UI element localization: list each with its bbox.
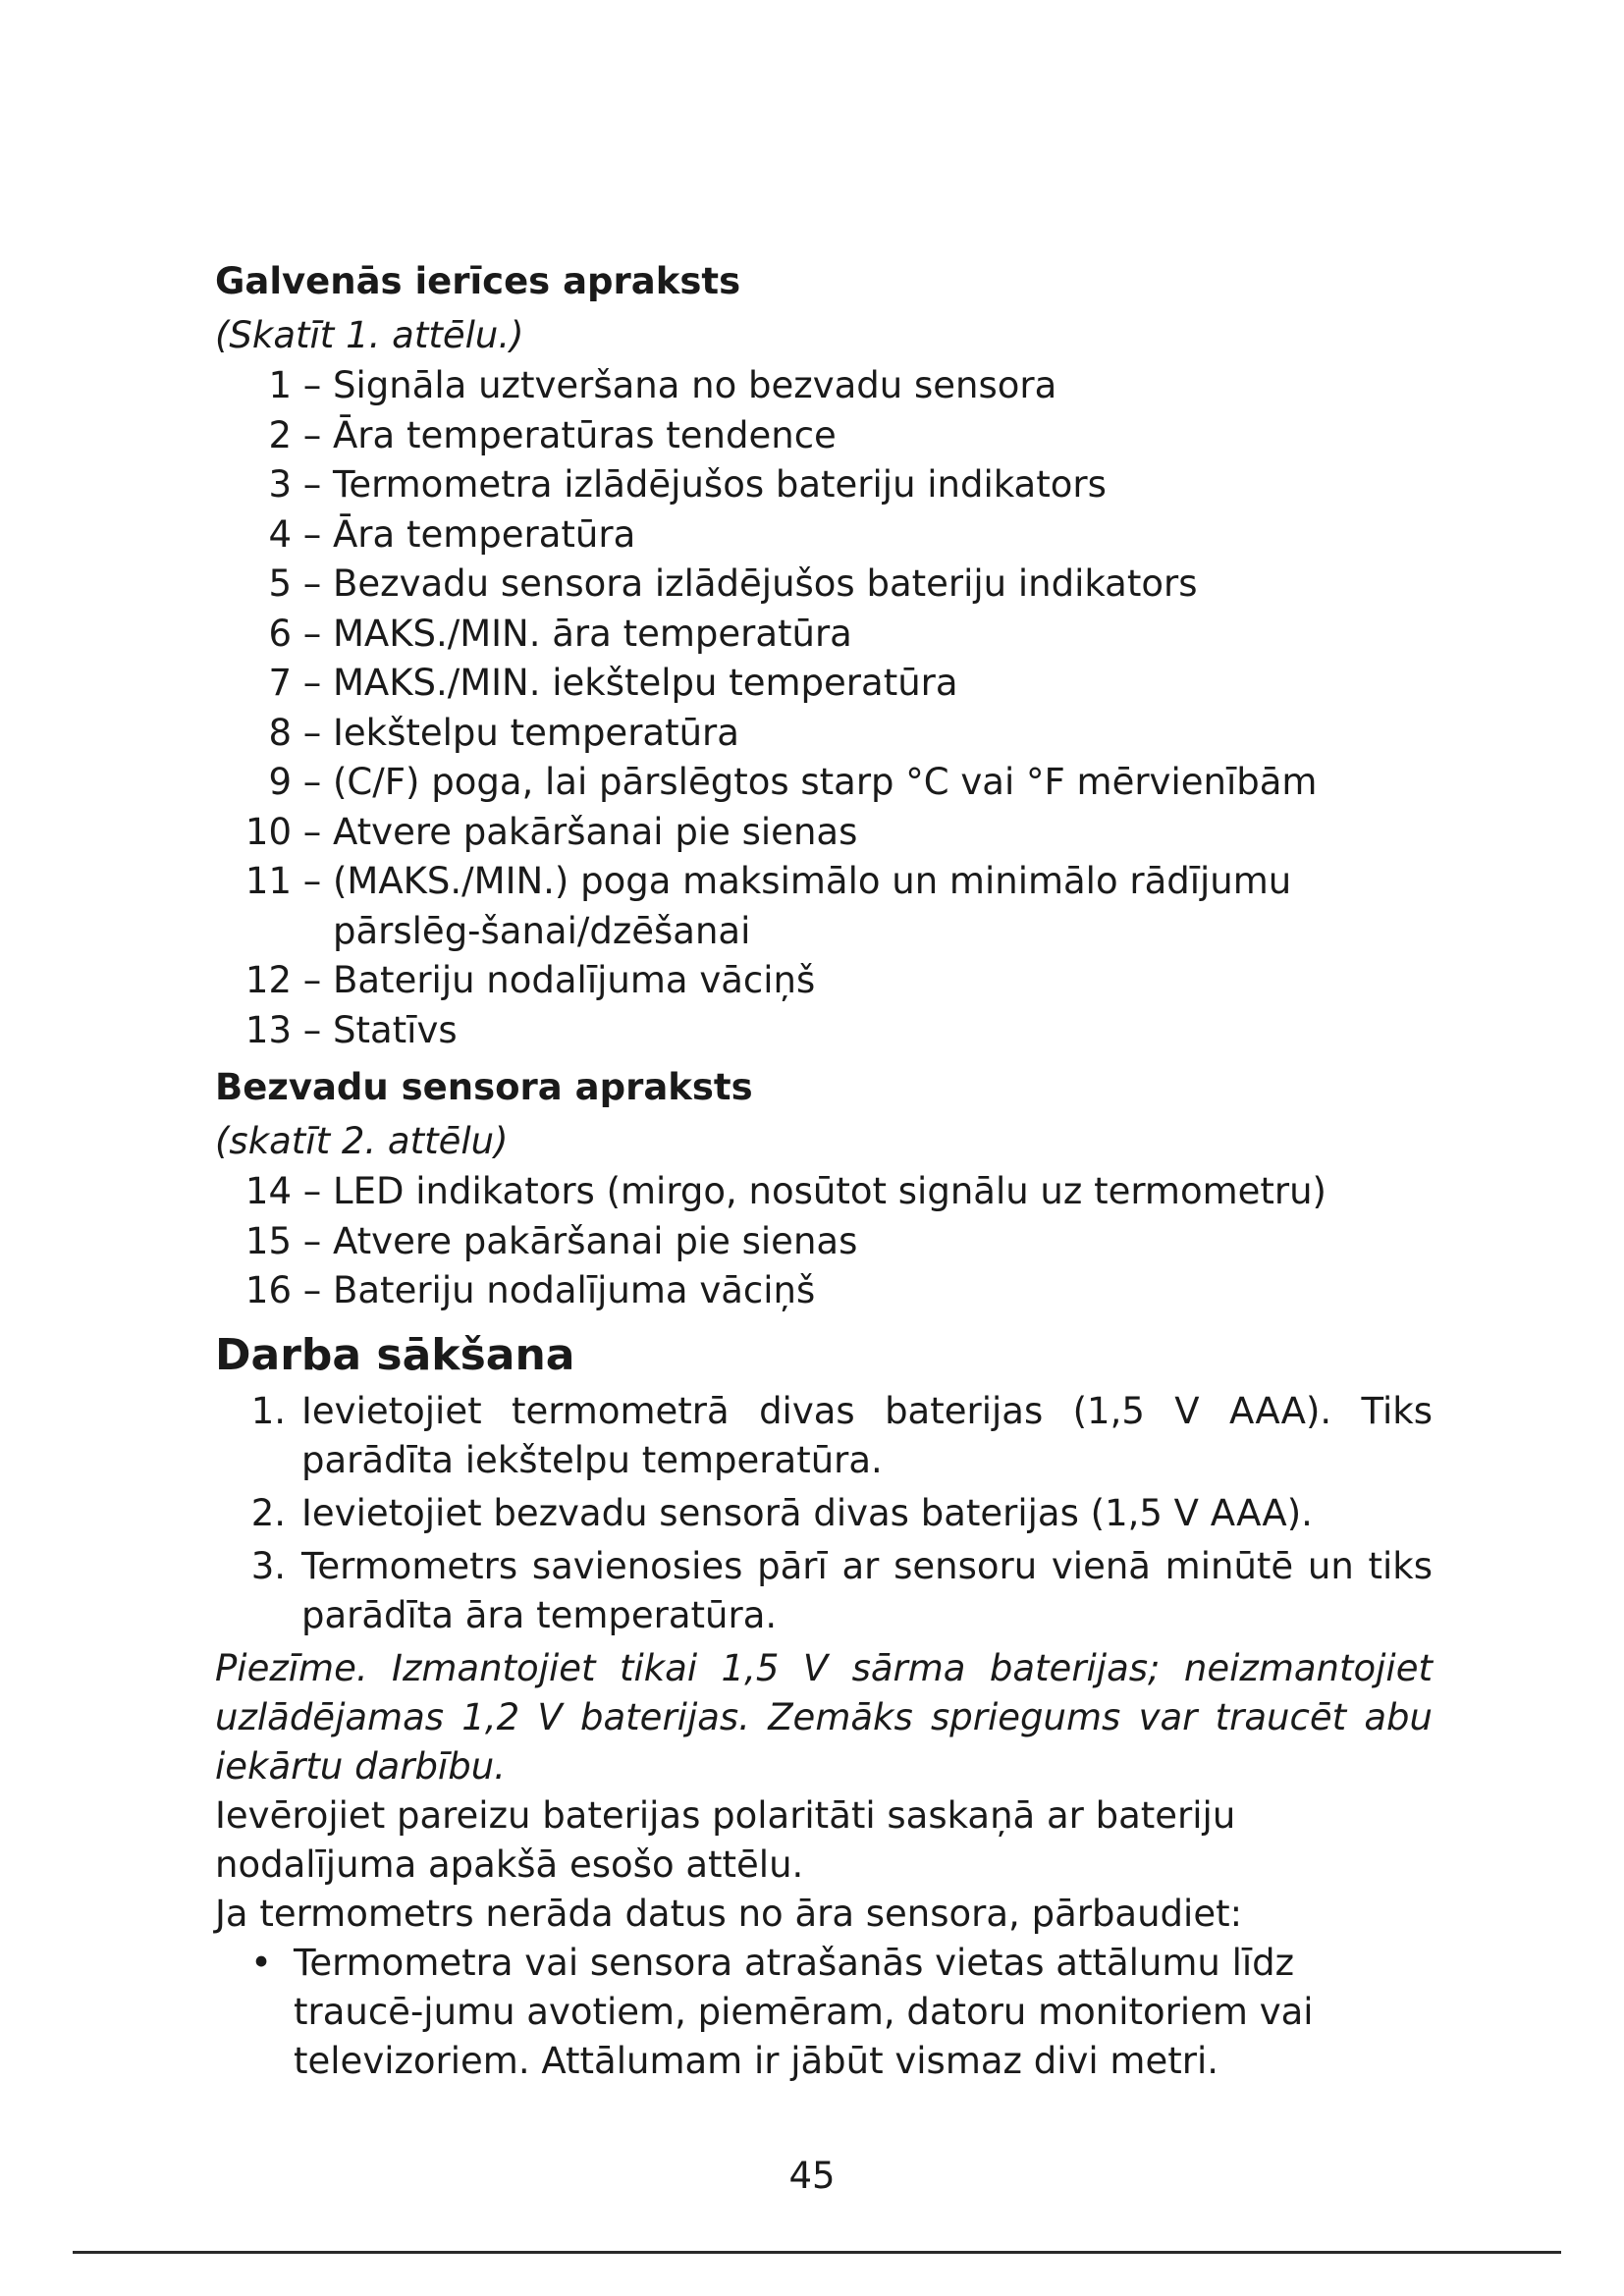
steps-list [215, 1387, 1433, 1640]
step-item [215, 1542, 1433, 1640]
item-text: Atvere pakāršanai pie sienas [333, 1219, 858, 1262]
section-heading: Galvenās ierīces apraksts [215, 260, 741, 302]
note-text: Piezīme. Izmantojiet tikai 1,5 V sārma baterijas; neizmantojiet uzlādējamas 1,2 V baterijas. Zemāks spriegums var traucēt abu iekārtu darbību. [215, 1646, 1433, 1788]
item-text: (C/F) poga, lai pārslēgtos starp °C vai °F mērvienībām [333, 761, 1318, 803]
item-number: 8 [268, 711, 292, 754]
item-text: Bateriju nodalījuma vāciņš [333, 959, 816, 1001]
wireless-sensor-section [215, 1059, 1433, 1316]
step-number: 1. [250, 1389, 286, 1432]
list-item: 11 – (MAKS./MIN.) poga maksimālo un minimālo rādījumu pārslēg-šanai/dzēšanai [215, 857, 1433, 956]
list-item: 10 – Atvere pakāršanai pie sienas [215, 808, 1433, 858]
list-item: 12 – Bateriju nodalījuma vāciņš [215, 956, 1433, 1006]
list-item: 15 – Atvere pakāršanai pie sienas [215, 1217, 1433, 1267]
bullet-text: Termometra vai sensora atrašanās vietas attālumu līdz traucē-jumu avotiem, piemēram, datoru monitoriem vai televizoriem. Attālumam ir jābūt vismaz divi metri. [294, 1941, 1314, 2082]
item-text: LED indikators (mirgo, nosūtot signālu uz termometru) [333, 1170, 1326, 1212]
item-text: Statīvs [333, 1008, 458, 1051]
item-number: 13 [244, 1008, 292, 1051]
list-item: 6 – MAKS./MIN. āra temperatūra [215, 610, 1433, 660]
list-item: 3 – Termometra izlādējušos bateriju indikators [215, 460, 1433, 510]
figure-reference: (Skatīt 1. attēlu.) [215, 314, 524, 356]
item-text: MAKS./MIN. āra temperatūra [333, 612, 852, 655]
list-item: 1 – Signāla uztveršana no bezvadu sensora [215, 361, 1433, 411]
polarity-paragraph: Ievērojiet pareizu baterijas polaritāti saskaņā ar bateriju nodalījuma apakšā esošo attēlu. [215, 1793, 1236, 1886]
step-text: Termometrs savienosies pārī ar sensoru vienā minūtē un tiks parādīta āra temperatūra. [301, 1544, 1433, 1636]
page-content [215, 253, 1433, 2086]
getting-started-section [215, 1324, 1433, 2086]
bullet-item [215, 1939, 1433, 2086]
list-item: 7 – MAKS./MIN. iekštelpu temperatūra [215, 659, 1433, 709]
page-number: 45 [788, 2155, 836, 2197]
list-item: 9 – (C/F) poga, lai pārslēgtos starp °C vai °F mērvienībām [215, 758, 1433, 808]
item-number: 5 [268, 562, 292, 605]
list-item: 8 – Iekštelpu temperatūra [215, 709, 1433, 759]
step-text: Ievietojiet bezvadu sensorā divas baterijas (1,5 V AAA). [301, 1491, 1313, 1534]
parts-list [215, 1167, 1433, 1316]
step-item [215, 1387, 1433, 1485]
item-text: Āra temperatūras tendence [333, 413, 837, 456]
item-text: (MAKS./MIN.) poga maksimālo un minimālo rādījumu pārslēg-šanai/dzēšanai [333, 860, 1292, 952]
item-text: Termometra izlādējušos bateriju indikators [333, 463, 1107, 506]
list-item: 14 – LED indikators (mirgo, nosūtot signālu uz termometru) [215, 1167, 1433, 1217]
item-text: Iekštelpu temperatūra [333, 711, 739, 754]
item-text: Āra temperatūra [333, 512, 636, 556]
item-text: Atvere pakāršanai pie sienas [333, 810, 858, 853]
item-text: Bezvadu sensora izlādējušos bateriju indikators [333, 562, 1198, 605]
item-number: 16 [244, 1269, 292, 1311]
step-text: Ievietojiet termometrā divas baterijas (1,5 V AAA). Tiks parādīta iekštelpu temperatūra. [301, 1389, 1433, 1481]
item-text: Bateriju nodalījuma vāciņš [333, 1269, 816, 1311]
parts-list [215, 361, 1433, 1055]
item-number: 1 [268, 364, 292, 406]
list-item: 2 – Āra temperatūras tendence [215, 411, 1433, 461]
step-item [215, 1489, 1433, 1538]
item-number: 15 [244, 1219, 292, 1262]
list-item: 13 – Statīvs [215, 1006, 1433, 1056]
bullet-list [215, 1939, 1433, 2086]
item-number: 12 [244, 959, 292, 1001]
list-item: 4 – Āra temperatūra [215, 510, 1433, 561]
step-number: 2. [250, 1491, 286, 1534]
item-text: MAKS./MIN. iekštelpu temperatūra [333, 662, 958, 704]
item-number: 10 [244, 810, 292, 853]
item-number: 6 [268, 612, 292, 655]
item-text: Signāla uztveršana no bezvadu sensora [333, 364, 1057, 406]
footer-divider [73, 2251, 1561, 2254]
item-number: 9 [268, 761, 292, 803]
bullet-icon: • [250, 1941, 272, 1984]
item-number: 3 [268, 463, 292, 506]
section-heading: Bezvadu sensora apraksts [215, 1066, 753, 1108]
troubleshoot-paragraph: Ja termometrs nerāda datus no āra sensora, pārbaudiet: [215, 1892, 1243, 1935]
item-number: 4 [268, 512, 292, 556]
item-number: 14 [244, 1170, 292, 1212]
item-number: 7 [268, 662, 292, 704]
list-item: 16 – Bateriju nodalījuma vāciņš [215, 1266, 1433, 1316]
device-description-section [215, 253, 1433, 1055]
step-number: 3. [250, 1544, 286, 1587]
list-item: 5 – Bezvadu sensora izlādējušos bateriju indikators [215, 560, 1433, 610]
item-number: 2 [268, 413, 292, 456]
section-heading: Darba sākšana [215, 1329, 575, 1380]
item-number: 11 [244, 860, 292, 902]
figure-reference: (skatīt 2. attēlu) [215, 1120, 509, 1162]
